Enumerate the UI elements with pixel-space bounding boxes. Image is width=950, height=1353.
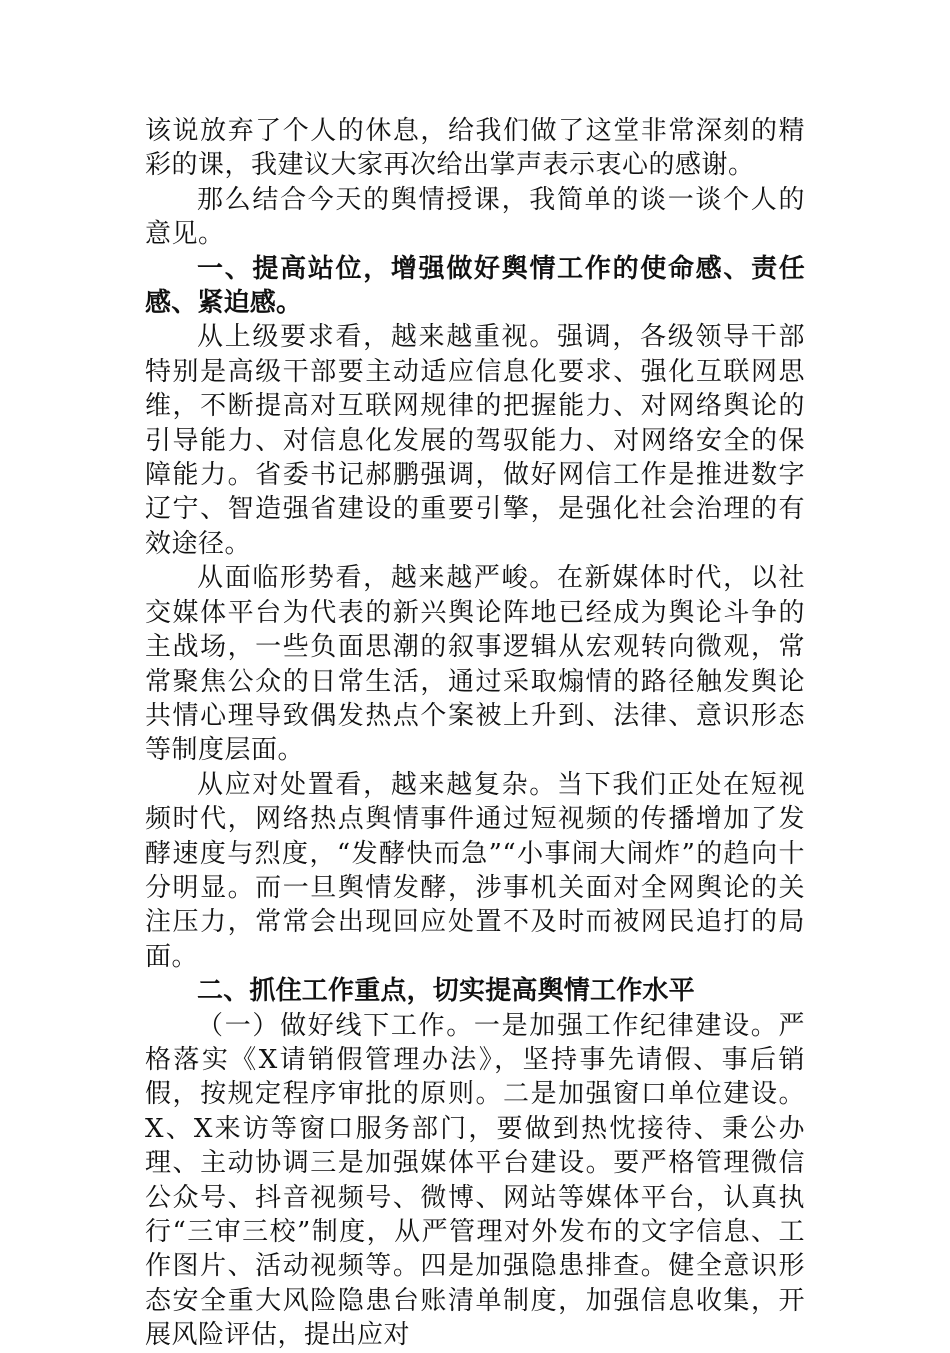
paragraph-closing-thanks: 该说放弃了个人的休息，给我们做了这堂非常深刻的精彩的课，我建议大家再次给出掌声表示衷心的感谢。 [145, 116, 805, 181]
paragraph-offline-work: （一）做好线下工作。一是加强工作纪律建设。严格落实《X请销假管理办法》，坚持事先请假、事后销假，按规定程序审批的原则。二是加强窗口单位建设。X、X来访等窗口服务部门，要做到热忱接待、秉公办理、主动协调三是加强媒体平台建设。要严格管理微信公众号、抖音视频号、微博、网站等媒体平台，认真执行“三审三校”制度，从严管理对外发布的文字信息、工作图片、活动视频等。四是加强隐患排查。健全意识形态安全重大风险隐患台账清单制度，加强信息收集，开展风险评估，提出应对 [145, 1010, 805, 1351]
paragraph-response: 从应对处置看，越来越复杂。当下我们正处在短视频时代，网络热点舆情事件通过短视频的传播增加了发酵速度与烈度，“发酵快而急”“小事闹大闹炸”的趋向十分明显。而一旦舆情发酵，涉事机关面对全网舆论的关注压力，常常会出现回应处置不及时而被网民追打的局面。 [145, 769, 805, 972]
paragraph-situation: 从面临形势看，越来越严峻。在新媒体时代，以社交媒体平台为代表的新兴舆论阵地已经成为舆论斗争的主战场，一些负面思潮的叙事逻辑从宏观转向微观，常常聚焦公众的日常生活，通过采取煽情的路径触发舆论共情心理导致偶发热点个案被上升到、法律、意识形态等制度层面。 [145, 563, 805, 766]
section-heading-2: 二、抓住工作重点，切实提高舆情工作水平 [197, 976, 695, 1007]
paragraph-intro: 那么结合今天的舆情授课，我简单的谈一谈个人的意见。 [145, 184, 805, 250]
section-heading-1: 一、提高站位，增强做好舆情工作的使命感、责任感、紧迫感。 [145, 253, 805, 319]
paragraph-superior-requirements: 从上级要求看，越来越重视。强调，各级领导干部特别是高级干部要主动适应信息化要求、强化互联网思维，不断提高对互联网规律的把握能力、对网络舆论的引导能力、对信息化发展的驾驭能力、对网络安全的保障能力。省委书记郝鹏强调，做好网信工作是推进数字辽宁、智造强省建设的重要引擎，是强化社会治理的有效途径。 [145, 322, 805, 559]
document-page [145, 114, 805, 1353]
